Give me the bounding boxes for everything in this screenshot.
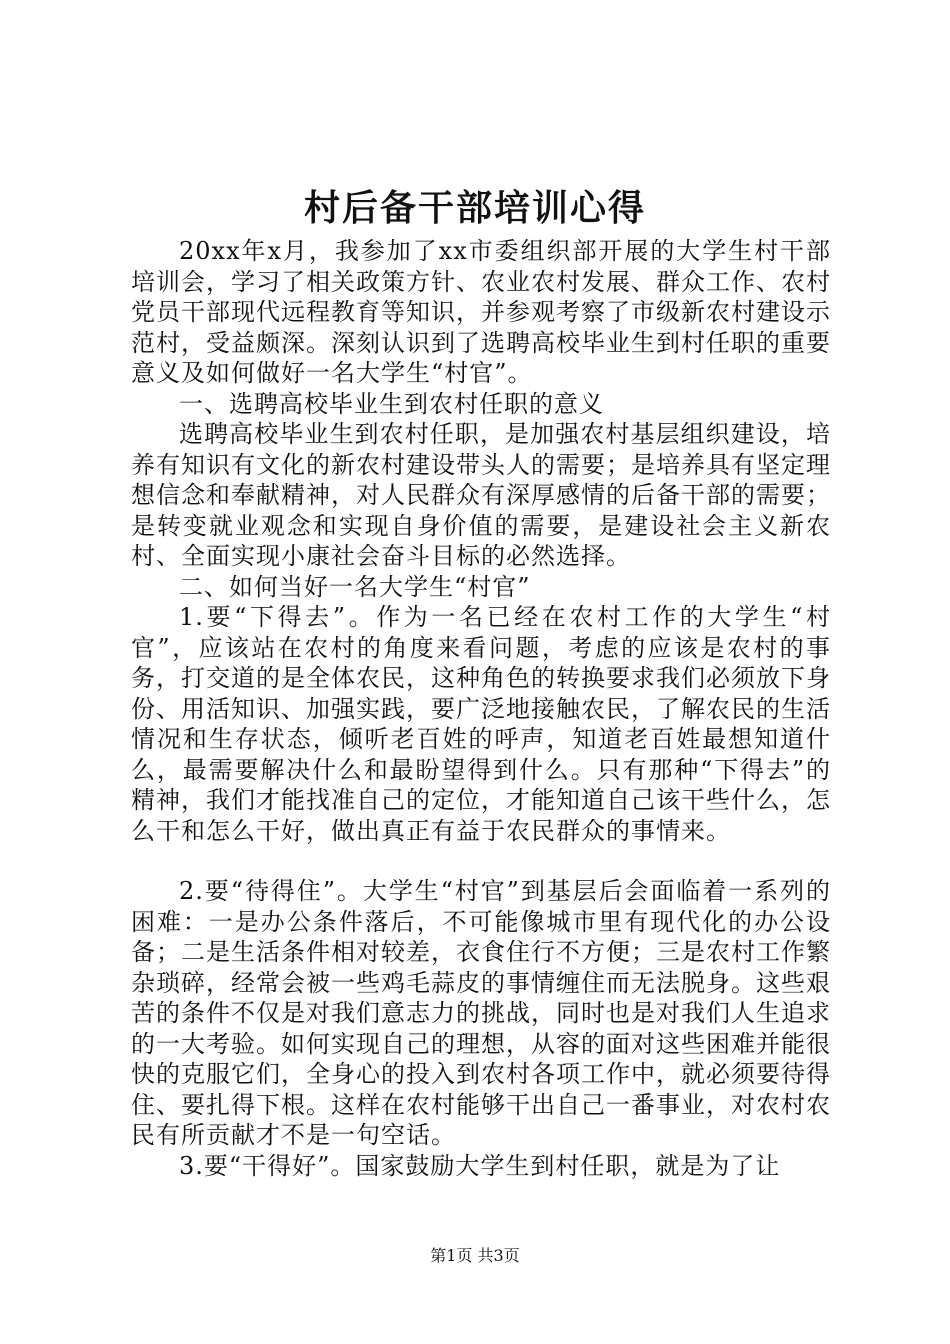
paragraph-significance: 选聘高校毕业生到农村任职，是加强农村基层组织建设，培养有知识有文化的新农村建设带头人的需要；是培养具有坚定理想信念和奉献精神，对人民群众有深厚感情的后备干部的需要；是转变就业观念和实现自身价值的需要，是建设社会主义新农村、全面实现小康社会奋斗目标的必然选择。 [131,420,831,570]
paragraph-point-1: 1.要“下得去”。作为一名已经在农村工作的大学生“村官”，应该站在农村的角度来看问题，考虑的应该是农村的事务，打交道的是全体农民，这种角色的转换要求我们必须放下身份、用活知识、加强实践，要广泛地接触农民，了解农民的生活情况和生存状态，倾听老百姓的呼声，知道老百姓最想知道什么，最需要解决什么和最盼望得到什么。只有那种“下得去”的精神，我们才能找准自己的定位，才能知道自己该干些什么，怎么干和怎么干好，做出真正有益于农民群众的事情来。 [131,603,831,845]
page-footer: 第1页 共3页 [430,1246,520,1265]
paragraph-point-3: 3.要“干得好”。国家鼓励大学生到村任职，就是为了让 [179,1151,781,1180]
document-title: 村后备干部培训心得 [303,187,646,229]
document-body [131,236,831,1181]
paragraph-point-2: 2.要“待得住”。大学生“村官”到基层后会面临着一系列的困难：一是办公条件落后，不可能像城市里有现代化的办公设备；二是生活条件相对较差，衣食住行不方便；三是农村工作繁杂琐碎，经常会被一些鸡毛蒜皮的事情缠住而无法脱身。这些艰苦的条件不仅是对我们意志力的挑战，同时也是对我们人生追求的一大考验。如何实现自己的理想，从容的面对这些困难并能很快的克服它们，全身心的投入到农村各项工作中，就必须要待得住、要扎得下根。这样在农村能够干出自己一番事业，对农村农民有所贡献才不是一句空话。 [131,877,831,1149]
section-heading-2: 二、如何当好一名大学生“村官” [179,572,531,601]
section-heading-1: 一、选聘高校毕业生到农村任职的意义 [179,389,604,418]
paragraph-intro: 20xx年x月，我参加了xx市委组织部开展的大学生村干部培训会，学习了相关政策方针、农业农村发展、群众工作、农村党员干部现代远程教育等知识，并参观考察了市级新农村建设示范村，受益颇深。深刻认识到了选聘高校毕业生到村任职的重要意义及如何做好一名大学生“村官”。 [131,237,831,387]
